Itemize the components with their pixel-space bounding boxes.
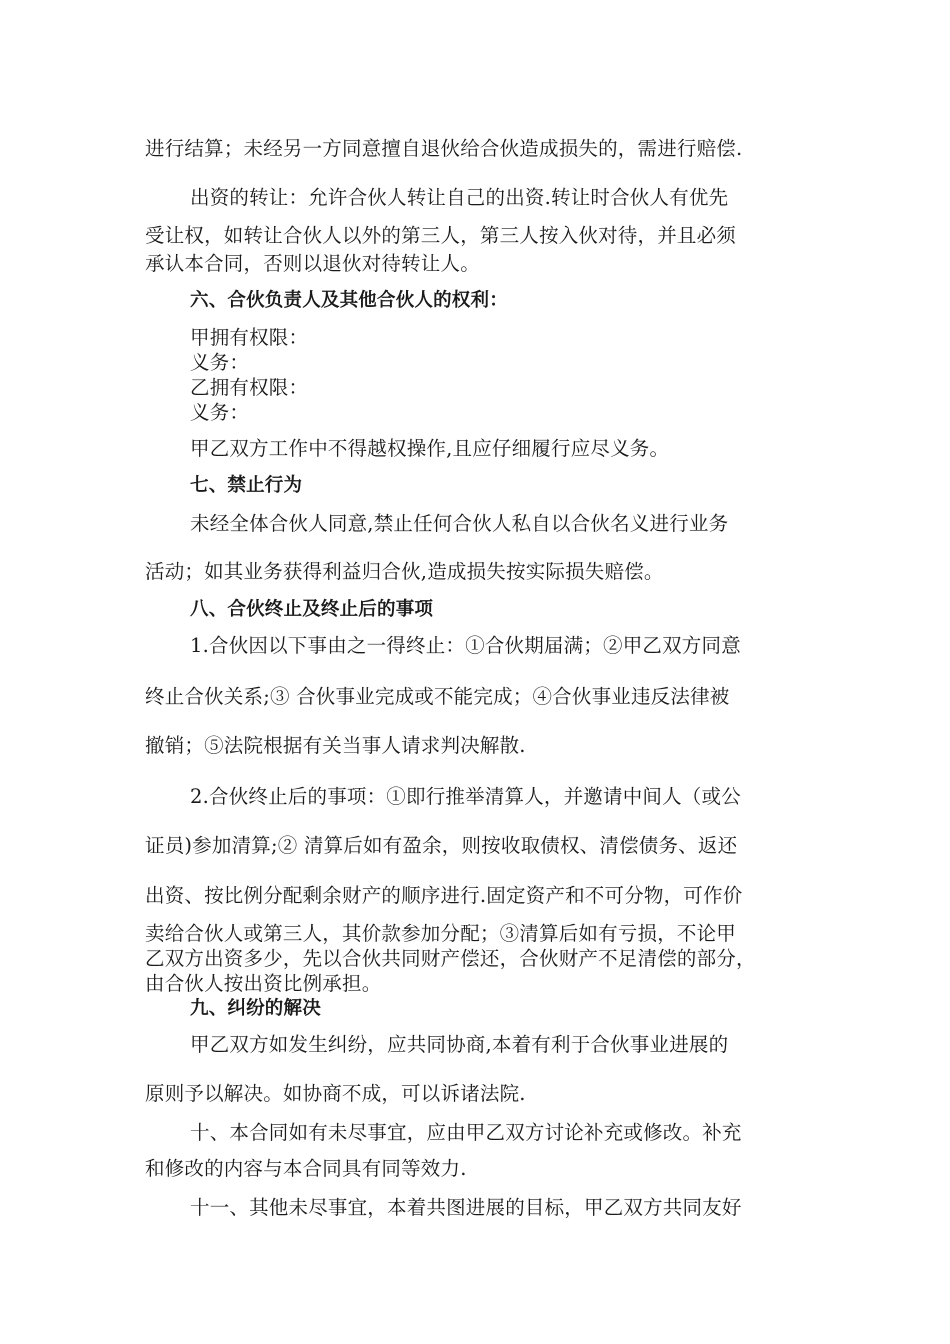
text-line: 和修改的内容与本合同具有同等效力. xyxy=(145,1157,467,1180)
text-line: 甲乙双方如发生纠纷，应共同协商,本着有利于合伙事业进展的 xyxy=(190,1033,729,1056)
text-line: 义务： xyxy=(190,401,250,424)
text-line: 乙拥有权限： xyxy=(190,376,309,399)
text-line: 十、本合同如有未尽事宜，应由甲乙双方讨论补充或修改。补充 xyxy=(190,1121,742,1144)
text-line: 2.合伙终止后的事项：①即行推举清算人，并邀请中间人（或公 xyxy=(190,785,741,808)
text-line: 出资的转让：允许合伙人转让自己的出资.转让时合伙人有优先 xyxy=(190,186,729,209)
text-line: 甲乙双方工作中不得越权操作,且应仔细履行应尽义务。 xyxy=(190,437,670,460)
text-line: 承认本合同，否则以退伙对待转让人。 xyxy=(145,252,480,275)
text-line: 未经全体合伙人同意,禁止任何合伙人私自以合伙名义进行业务 xyxy=(190,512,729,535)
section-heading: 八、合伙终止及终止后的事项 xyxy=(190,599,434,620)
text-line: 由合伙人按出资比例承担。 xyxy=(145,972,382,995)
text-line: 1.合伙因以下事由之一得终止：①合伙期届满；②甲乙双方同意 xyxy=(190,634,741,657)
text-line: 受让权，如转让合伙人以外的第三人，第三人按入伙对待，并且必须 xyxy=(145,224,737,247)
text-line: 证员)参加清算;② 清算后如有盈余，则按收取债权、清偿债务、返还 xyxy=(145,834,738,857)
text-line: 十一、其他未尽事宜，本着共图进展的目标，甲乙双方共同友好 xyxy=(190,1196,742,1219)
text-line: 原则予以解决。如协商不成，可以诉诸法院. xyxy=(145,1082,526,1105)
text-line: 撤销；⑤法院根据有关当事人请求判决解散. xyxy=(145,734,526,757)
section-heading: 九、纠纷的解决 xyxy=(190,998,321,1019)
text-line: 终止合伙关系;③ 合伙事业完成或不能完成；④合伙事业违反法律被 xyxy=(145,685,730,708)
text-line: 活动；如其业务获得利益归合伙,造成损失按实际损失赔偿。 xyxy=(145,560,664,583)
text-line: 出资、按比例分配剩余财产的顺序进行.固定资产和不可分物，可作价 xyxy=(145,884,743,907)
text-line: 乙双方出资多少，先以合伙共同财产偿还，合伙财产不足清偿的部分， xyxy=(145,947,756,970)
section-heading: 七、禁止行为 xyxy=(190,475,303,496)
text-line: 进行结算；未经另一方同意擅自退伙给合伙造成损失的，需进行赔偿. xyxy=(145,137,743,160)
text-line: 甲拥有权限： xyxy=(190,326,309,349)
text-line: 卖给合伙人或第三人，其价款参加分配；③清算后如有亏损，不论甲 xyxy=(145,922,737,945)
section-heading: 六、合伙负责人及其他合伙人的权利： xyxy=(190,290,508,311)
text-line: 义务： xyxy=(190,351,250,374)
